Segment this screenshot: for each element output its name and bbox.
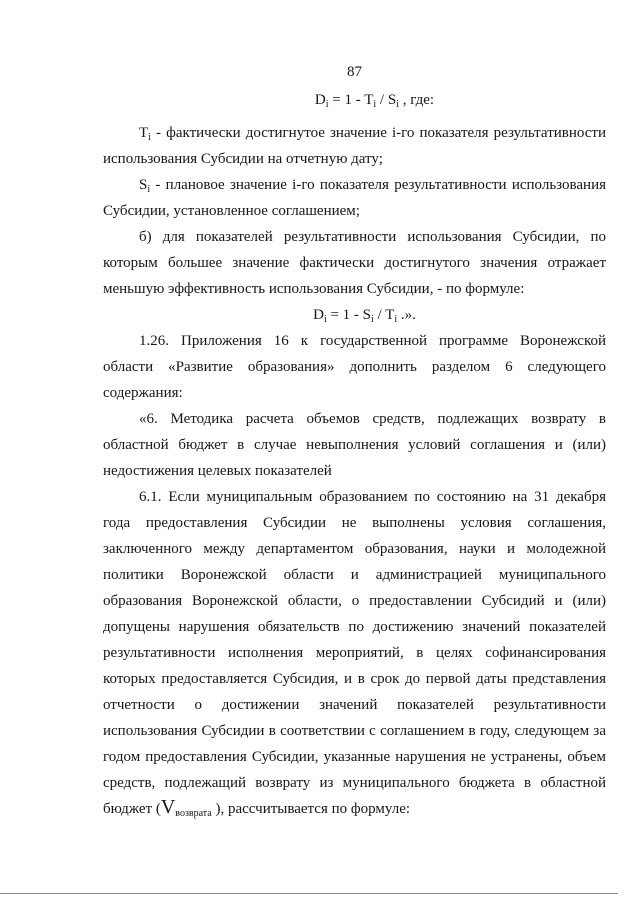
formula-1-part-s: / S xyxy=(376,92,397,108)
paragraph-1-26: 1.26. Приложения 16 к государственной программе Воронежской области «Развитие образования» дополнить разделом 6 следующего содержания: xyxy=(103,333,606,401)
s-definition-text: - плановое значение i-го показателя результативности использования Субсидии, установленное соглашением; xyxy=(103,177,606,219)
paragraph-6-1-text: 6.1. Если муниципальным образованием по состоянию на 31 декабря года предоставления Субсидии не выполнены условия соглашения, заключенного между департаментом образования, науки и молодежной политики Воронежской области и администрацией муниципального образования Воронежской области, о предоставлении Субсидий и (или) допущены нарушения обязательств по достижению значений показателей результативности исполнения мероприятий, в целях софинансирования которых предоставляется Субсидия, и в срок до первой даты представления отчетности о достижении значений показателей результативности использования Субсидии в соответствии с соглашением в году, следующем за годом предоставления Субсидии, указанные нарушения не устранены, объем средств, подлежащий возврату из муниципального бюджета в областной бюджет ( xyxy=(103,489,606,817)
formula-1-subscript-s: i xyxy=(396,99,399,110)
formula-2-part-t: / T xyxy=(373,307,395,323)
symbol-t-subscript: i xyxy=(148,132,151,143)
formula-2-suffix: .». xyxy=(397,307,416,323)
paragraph-6-1-tail: ), рассчитывается по формуле: xyxy=(211,801,411,817)
formula-1-subscript-t: i xyxy=(373,99,377,110)
paragraph-b-inverse-indicators: б) для показателей результативности использования Субсидии, по которым большее значение фактически достигнутого значения отражает меньшую эффективность использования Субсидии, - по формуле: xyxy=(103,229,606,297)
formula-d-t-over-s xyxy=(103,87,606,113)
bottom-rule xyxy=(0,893,618,894)
formula-1-suffix: , где: xyxy=(398,92,435,108)
formula-2-subscript-t: i xyxy=(394,314,398,325)
paragraph-section-6-heading: «6. Методика расчета объемов средств, подлежащих возврату в областной бюджет в случае невыполнения условий соглашения и (или) недостижения целевых показателей xyxy=(103,411,606,479)
symbol-t: T xyxy=(139,125,149,141)
formula-2-subscript-s: i xyxy=(371,314,374,325)
document-page xyxy=(103,59,606,822)
formula-2-part-s: = 1 - S xyxy=(326,307,372,323)
t-definition-text: - фактически достигнутое значение i-го показателя результативности использования Субсидии на отчетную дату; xyxy=(103,125,606,167)
formula-1-part-t: = 1 - T xyxy=(328,92,374,108)
page-number: 87 xyxy=(347,64,362,80)
formula-1-symbol-d: D xyxy=(314,92,326,108)
formula-1-subscript-d: i xyxy=(325,99,329,110)
formula-2-subscript-d: i xyxy=(323,314,327,325)
symbol-v-subscript: возврата xyxy=(175,808,212,819)
symbol-v: V xyxy=(160,796,176,818)
paragraph-6-1 xyxy=(103,484,606,822)
formula-d-s-over-t xyxy=(103,302,606,328)
symbol-s: S xyxy=(139,177,148,193)
paragraph-t-definition xyxy=(103,120,606,172)
formula-2-symbol-d: D xyxy=(313,307,324,323)
symbol-s-subscript: i xyxy=(147,184,151,195)
paragraph-s-definition xyxy=(103,172,606,224)
